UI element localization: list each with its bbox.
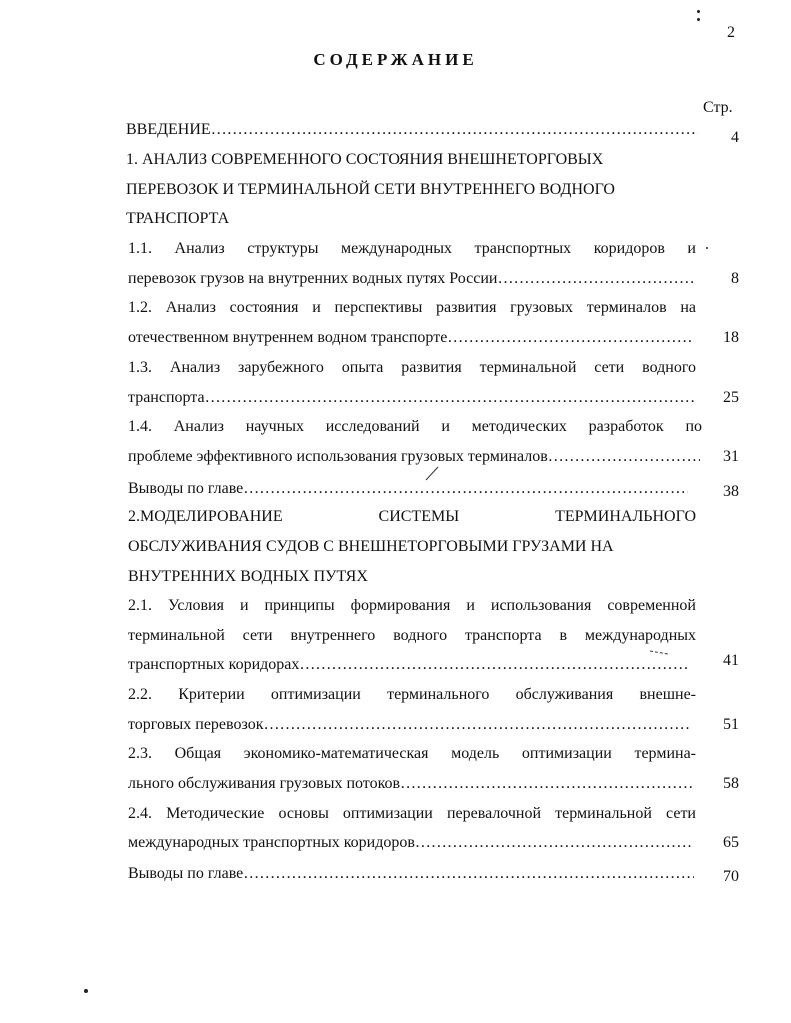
scan-speck xyxy=(706,247,708,249)
scan-speck xyxy=(697,18,700,21)
toc-entry-1-1-line1: 1.1. Анализ структуры международных транспортных коридоров и xyxy=(128,240,696,257)
chapter-heading-2-line2: ОБСЛУЖИВАНИЯ СУДОВ С ВНЕШНЕТОРГОВЫМИ ГРУЗАМИ НА xyxy=(128,538,614,555)
leader-dots xyxy=(447,329,694,347)
toc-entry-1-3-line1: 1.3. Анализ зарубежного опыта развития терминальной сети водного xyxy=(128,359,696,376)
toc-entry-2-1-line3 xyxy=(128,656,690,674)
toc-entry-title: торговых перевозок xyxy=(128,716,264,733)
toc-entry-title: транспорта xyxy=(128,389,205,406)
page-number: 2 xyxy=(727,24,735,41)
chapter-heading-1-line1: 1. АНАЛИЗ СОВРЕМЕННОГО СОСТОЯНИЯ ВНЕШНЕТОРГОВЫХ xyxy=(126,151,604,168)
toc-entry-2-2-line1: 2.2. Критерии оптимизации терминального обслуживания внешне- xyxy=(128,686,696,703)
leader-dots xyxy=(548,448,700,466)
toc-entry-1-4-line2 xyxy=(128,448,700,466)
toc-entry-2-1-line1: 2.1. Условия и принципы формирования и использования современной xyxy=(128,597,696,614)
toc-page-number: 31 xyxy=(723,448,739,465)
toc-page-number: 70 xyxy=(723,868,739,885)
toc-entry-chapter2-conclusions xyxy=(128,865,694,883)
toc-page-number: 51 xyxy=(723,716,739,733)
toc-page-number: 38 xyxy=(723,483,739,500)
toc-entry-chapter1-conclusions xyxy=(128,480,688,498)
toc-entry-1-4-line1: 1.4. Анализ научных исследований и методических разработок по xyxy=(128,418,702,435)
toc-entry-title: проблеме эффективного использования грузовых терминалов xyxy=(128,448,548,465)
leader-dots xyxy=(400,775,692,793)
toc-entry-title: ВВЕДЕНИЕ xyxy=(126,121,211,138)
toc-entry-2-3-line1: 2.3. Общая экономико-математическая модель оптимизации термина- xyxy=(128,745,696,762)
pen-stroke-mark xyxy=(648,648,672,658)
toc-page-number: 8 xyxy=(731,270,739,287)
toc-entry-1-2-line1: 1.2. Анализ состояния и перспективы развития грузовых терминалов на xyxy=(128,299,696,316)
toc-entry-2-4-line2 xyxy=(128,834,694,852)
leader-dots xyxy=(497,270,694,288)
toc-entry-1-1-line2 xyxy=(128,270,694,288)
page-column-label: Стр. xyxy=(703,99,733,116)
toc-entry-title: отечественном внутреннем водном транспорте xyxy=(128,329,448,346)
toc-entry-title: перевозок грузов на внутренних водных путях России xyxy=(128,270,498,287)
chapter-heading-2-line3: ВНУТРЕННИХ ВОДНЫХ ПУТЯХ xyxy=(128,568,368,585)
toc-page-number: 4 xyxy=(731,129,739,146)
toc-entry-title: Выводы по главе xyxy=(128,865,244,882)
toc-entry-title: международных транспортных коридоров xyxy=(128,834,415,851)
scan-speck xyxy=(697,10,700,13)
toc-entry-1-2-line2 xyxy=(128,329,694,347)
toc-page-number: 25 xyxy=(723,389,739,406)
leader-dots xyxy=(415,834,694,852)
toc-entry-title: Выводы по главе xyxy=(128,480,244,497)
pen-stroke-mark xyxy=(424,464,440,482)
toc-page-number: 65 xyxy=(723,834,739,851)
toc-entry-title: транспортных коридорах xyxy=(128,656,300,673)
toc-entry-1-3-line2 xyxy=(128,389,694,407)
toc-entry-2-2-line2 xyxy=(128,716,692,734)
leader-dots xyxy=(299,656,690,674)
toc-page-number: 41 xyxy=(723,652,739,669)
chapter-heading-1-line2: ПЕРЕВОЗОК И ТЕРМИНАЛЬНОЙ СЕТИ ВНУТРЕННЕГО ВОДНОГО xyxy=(126,181,615,198)
leader-dots xyxy=(263,716,692,734)
leader-dots xyxy=(205,389,694,407)
leader-dots xyxy=(243,480,688,498)
toc-entry-2-4-line1: 2.4. Методические основы оптимизации перевалочной терминальной сети xyxy=(128,805,696,822)
toc-entry-2-3-line2 xyxy=(128,775,692,793)
page-title: СОДЕРЖАНИЕ xyxy=(313,50,478,69)
toc-entry-title: льного обслуживания грузовых потоков xyxy=(128,775,401,792)
leader-dots xyxy=(243,865,694,883)
leader-dots xyxy=(211,121,698,139)
toc-page-number: 58 xyxy=(723,775,739,792)
toc-entry-2-1-line2: терминальной сети внутреннего водного транспорта в международных xyxy=(128,627,696,644)
chapter-heading-1-line3: ТРАНСПОРТА xyxy=(126,210,230,227)
scan-speck xyxy=(84,989,88,993)
toc-page-number: 18 xyxy=(723,329,739,346)
toc-entry-intro xyxy=(126,121,698,139)
chapter-heading-2-line1: 2.МОДЕЛИРОВАНИЕ СИСТЕМЫ ТЕРМИНАЛЬНОГО xyxy=(128,508,696,525)
